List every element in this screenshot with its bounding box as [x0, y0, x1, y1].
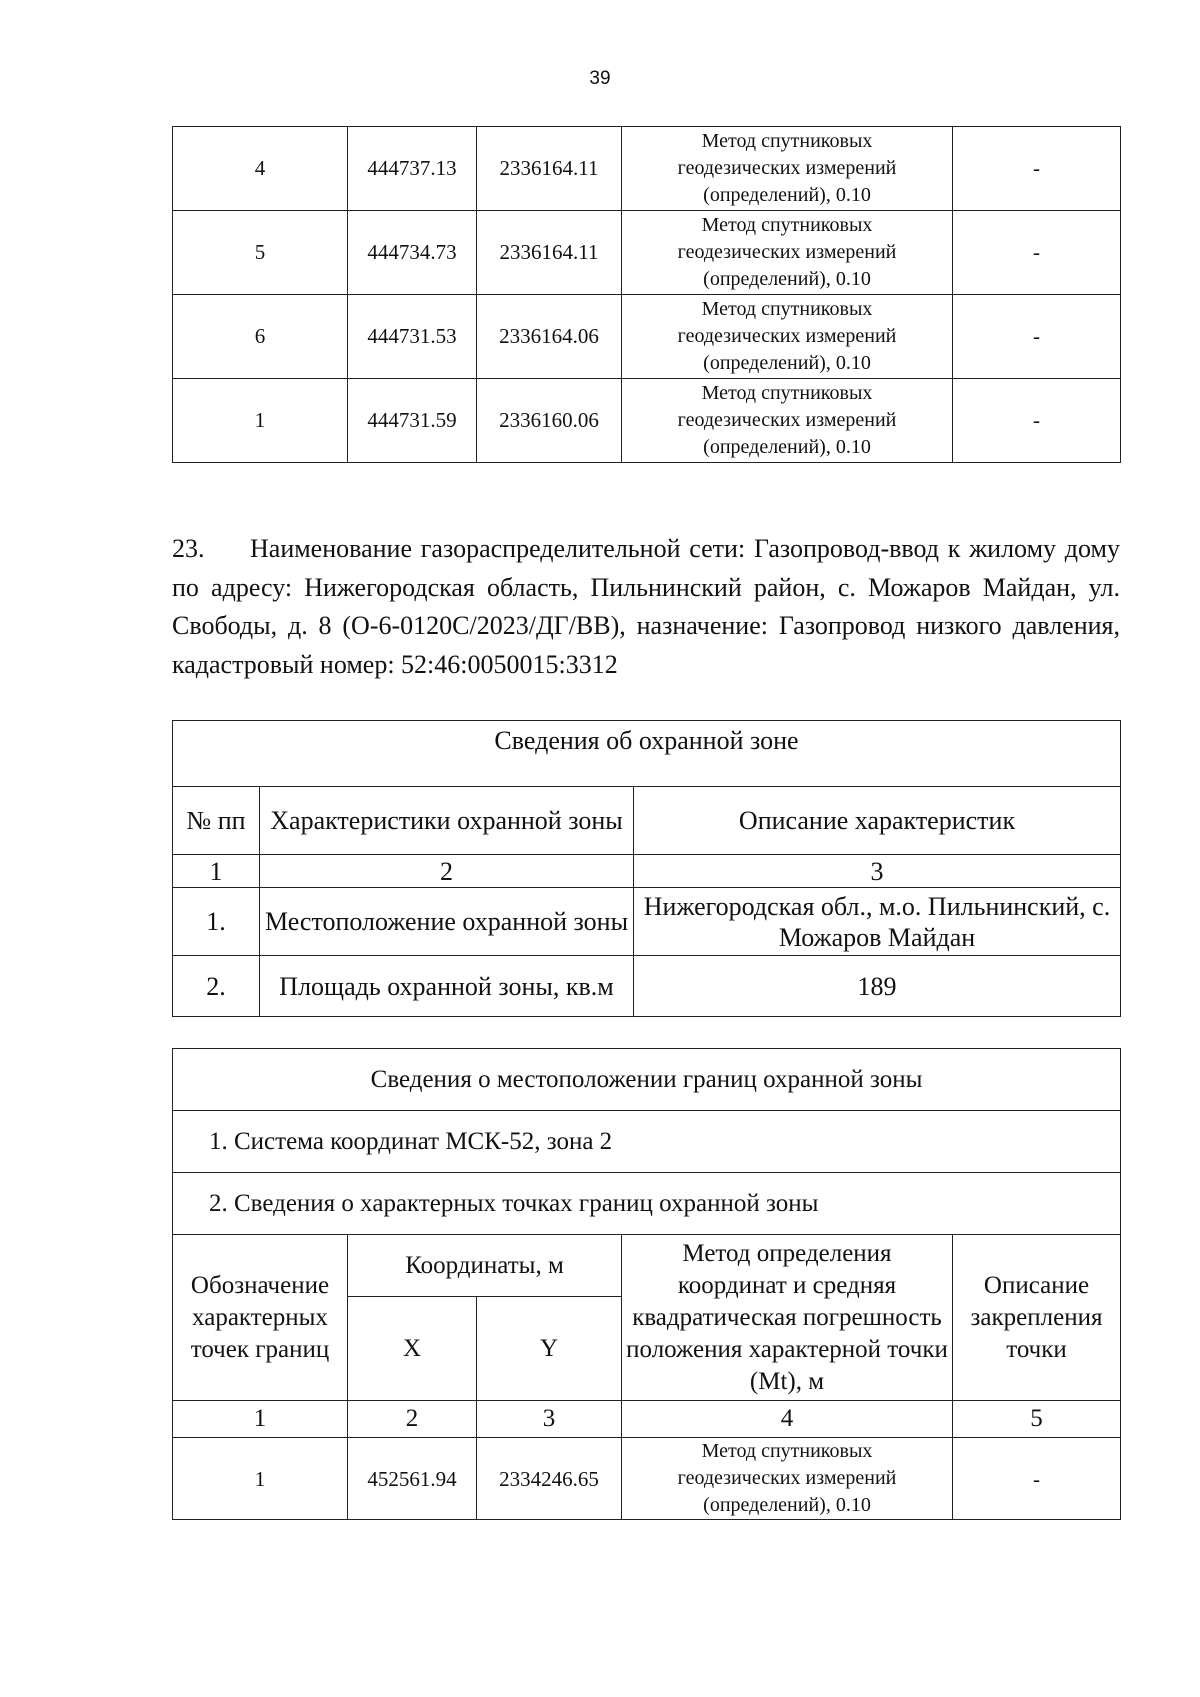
gas-network-paragraph — [172, 530, 1120, 684]
method-cell — [622, 211, 953, 295]
y-cell: 2336160.06 — [477, 379, 622, 463]
method-line: (определений), 0.10 — [703, 436, 871, 458]
point-cell: 5 — [173, 211, 348, 295]
fixing-cell: - — [953, 1438, 1121, 1520]
col-number: 2 — [348, 1401, 477, 1438]
col-number: 1 — [173, 855, 260, 888]
paragraph-text: Наименование газораспределительной сети: Газопровод-ввод к жилому дому по адресу: Нижегородская область, Пильнинский район, с. Можаров Майдан, ул. Свободы, д. 8 (О-6-0120С/2023/ДГ/ВВ), назначение: Газопровод низкого давления, кадастровый номер: 52:46:0050015:3312 — [172, 534, 1120, 679]
method-cell — [622, 127, 953, 211]
method-line: Метод спутниковых — [701, 1440, 873, 1462]
method-line: (определений), 0.10 — [703, 184, 871, 206]
fixing-cell: - — [953, 295, 1121, 379]
col-number: 3 — [634, 855, 1121, 888]
point-cell: 4 — [173, 127, 348, 211]
method-line: (определений), 0.10 — [703, 352, 871, 374]
point-cell: 1 — [173, 1438, 348, 1520]
table-row — [173, 295, 1121, 379]
method-line: Метод спутниковых — [701, 382, 873, 404]
method-line: (определений), 0.10 — [703, 1494, 871, 1516]
fixing-cell: - — [953, 127, 1121, 211]
method-line: геодезических измерений — [677, 1467, 897, 1489]
header-designation: Обозначение характерных точек границ — [173, 1235, 348, 1401]
col-number: 4 — [622, 1401, 953, 1438]
point-cell: 6 — [173, 295, 348, 379]
table-title: Сведения о местоположении границ охранной зоны — [173, 1049, 1121, 1111]
method-line: геодезических измерений — [677, 409, 897, 431]
x-cell: 452561.94 — [348, 1438, 477, 1520]
fixing-cell: - — [953, 379, 1121, 463]
points-title: 2. Сведения о характерных точках границ охранной зоны — [173, 1173, 1121, 1235]
row-number: 1. — [173, 888, 260, 956]
page-number: 39 — [589, 68, 611, 89]
row-number: 2. — [173, 956, 260, 1017]
method-cell — [622, 295, 953, 379]
header-number: № пп — [173, 787, 260, 855]
y-cell: 2336164.11 — [477, 211, 622, 295]
method-line: геодезических измерений — [677, 157, 897, 179]
header-y: Y — [477, 1297, 622, 1401]
x-cell: 444731.59 — [348, 379, 477, 463]
x-cell: 444734.73 — [348, 211, 477, 295]
row-description: 189 — [634, 956, 1121, 1017]
method-cell — [622, 1438, 953, 1520]
method-line: Метод спутниковых — [701, 130, 873, 152]
row-characteristic: Площадь охранной зоны, кв.м — [260, 956, 634, 1017]
point-cell: 1 — [173, 379, 348, 463]
paragraph-number: 23. — [172, 534, 205, 563]
col-number: 1 — [173, 1401, 348, 1438]
col-number: 5 — [953, 1401, 1121, 1438]
x-cell: 444731.53 — [348, 295, 477, 379]
method-line: Метод спутниковых — [701, 298, 873, 320]
fixing-cell: - — [953, 211, 1121, 295]
y-cell: 2336164.06 — [477, 295, 622, 379]
method-line: Метод спутниковых — [701, 214, 873, 236]
header-fixing: Описание закрепления точки — [953, 1235, 1121, 1401]
table-title: Сведения об охранной зоне — [173, 721, 1121, 787]
header-method: Метод определения координат и средняя квадратическая погрешность положения характерной точки (Mt), м — [622, 1235, 953, 1401]
header-description: Описание характеристик — [634, 787, 1121, 855]
col-number: 2 — [260, 855, 634, 888]
x-cell: 444737.13 — [348, 127, 477, 211]
method-line: геодезических измерений — [677, 325, 897, 347]
method-line: геодезических измерений — [677, 241, 897, 263]
protection-zone-info-table — [172, 720, 1121, 1017]
method-cell — [622, 379, 953, 463]
boundary-location-table — [172, 1048, 1121, 1520]
method-line: (определений), 0.10 — [703, 268, 871, 290]
coordinates-table-continued — [172, 126, 1121, 463]
row-description: Нижегородская обл., м.о. Пильнинский, с. Можаров Майдан — [634, 888, 1121, 956]
coordinate-system: 1. Система координат МСК-52, зона 2 — [173, 1111, 1121, 1173]
y-cell: 2336164.11 — [477, 127, 622, 211]
table-row — [173, 127, 1121, 211]
header-characteristic: Характеристики охранной зоны — [260, 787, 634, 855]
table-row — [173, 211, 1121, 295]
table-row — [173, 1438, 1121, 1520]
table-row — [173, 379, 1121, 463]
y-cell: 2334246.65 — [477, 1438, 622, 1520]
col-number: 3 — [477, 1401, 622, 1438]
header-coordinates: Координаты, м — [348, 1235, 622, 1297]
row-characteristic: Местоположение охранной зоны — [260, 888, 634, 956]
header-x: X — [348, 1297, 477, 1401]
